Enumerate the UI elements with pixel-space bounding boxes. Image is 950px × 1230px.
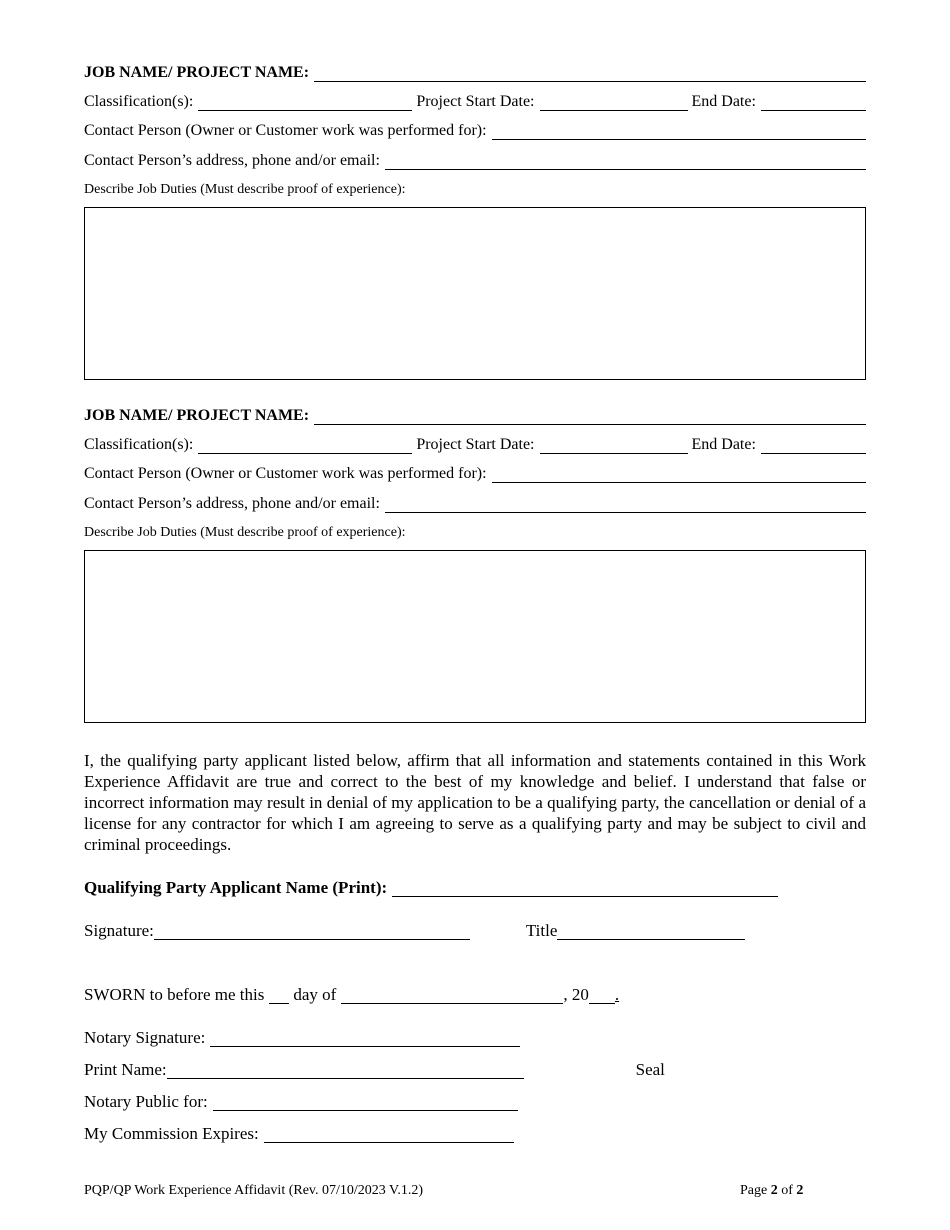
- job-2-contact-row: [84, 465, 866, 483]
- footer-page-number: [740, 1183, 803, 1199]
- job-2-duties-label-row: [84, 524, 866, 542]
- job-name-label: JOB NAME/ PROJECT NAME:: [84, 407, 310, 424]
- notary-public-row: [84, 1093, 866, 1111]
- contact-info-field[interactable]: [385, 496, 866, 513]
- commission-label: My Commission Expires:: [84, 1124, 259, 1143]
- job-2-name-row: [84, 407, 866, 425]
- page-total: 2: [796, 1183, 804, 1198]
- page-current: 2: [770, 1183, 778, 1198]
- applicant-name-label: Qualifying Party Applicant Name (Print):: [84, 878, 388, 897]
- notary-public-label: Notary Public for:: [84, 1092, 208, 1111]
- sworn-year-prefix: , 20: [563, 985, 589, 1004]
- notary-signature-label: Notary Signature:: [84, 1028, 206, 1047]
- print-name-row: [84, 1061, 866, 1079]
- sworn-day-of: day of: [293, 985, 337, 1004]
- job-1-classification-row: [84, 93, 866, 111]
- contact-field[interactable]: [492, 466, 866, 483]
- title-label: Title: [525, 921, 558, 940]
- notary-signature-field[interactable]: [210, 1030, 520, 1047]
- footer-form-id: PQP/QP Work Experience Affidavit (Rev. 07/10/2023 V.1.2): [84, 1183, 424, 1198]
- classification-field[interactable]: [198, 437, 412, 454]
- job-1-contact-row: [84, 122, 866, 140]
- end-date-label: End Date:: [691, 93, 756, 110]
- title-field[interactable]: [557, 923, 745, 940]
- signature-field[interactable]: [154, 923, 470, 940]
- job-2-contact-info-row: [84, 495, 866, 513]
- page-word: Page: [740, 1183, 768, 1198]
- commission-row: [84, 1125, 866, 1143]
- end-date-label: End Date:: [691, 436, 756, 453]
- notary-public-field[interactable]: [213, 1094, 518, 1111]
- job-2-duties-box[interactable]: [84, 550, 866, 723]
- sworn-year-field[interactable]: [589, 987, 615, 1004]
- job-name-label: JOB NAME/ PROJECT NAME:: [84, 64, 310, 81]
- job-1-name-row: [84, 64, 866, 82]
- applicant-name-field[interactable]: [392, 880, 778, 897]
- start-date-field[interactable]: [540, 94, 688, 111]
- start-date-label: Project Start Date:: [416, 93, 535, 110]
- end-date-field[interactable]: [761, 94, 866, 111]
- start-date-field[interactable]: [540, 437, 688, 454]
- affirmation-paragraph: I, the qualifying party applicant listed below, affirm that all information and statements contained in this Work Experience Affidavit are true and correct to the best of my knowledge and belief. I understand that false or incorrect information may result in denial of my application to be a qualifying party, the cancellation or denial of a license for any contractor for which I am agreeing to serve as a qualifying party and may be subject to civil and criminal proceedings.: [84, 751, 866, 854]
- signature-row: [84, 922, 866, 940]
- sworn-day-field[interactable]: [269, 987, 289, 1004]
- classification-label: Classification(s):: [84, 436, 194, 453]
- page-of: of: [781, 1183, 793, 1198]
- contact-label: Contact Person (Owner or Customer work was performed for):: [84, 465, 487, 482]
- sworn-prefix: SWORN to before me this: [84, 985, 265, 1004]
- end-date-field[interactable]: [761, 437, 866, 454]
- applicant-name-row: [84, 879, 866, 897]
- duties-label: Describe Job Duties (Must describe proof of experience):: [84, 525, 406, 540]
- signature-label: Signature:: [84, 921, 154, 940]
- print-name-field[interactable]: [167, 1062, 524, 1079]
- commission-field[interactable]: [264, 1126, 514, 1143]
- notary-signature-row: [84, 1029, 866, 1047]
- contact-label: Contact Person (Owner or Customer work was performed for):: [84, 122, 487, 139]
- sworn-end: .: [614, 985, 620, 1004]
- job-2-classification-row: [84, 436, 866, 454]
- job-name-field[interactable]: [314, 408, 866, 425]
- job-1-duties-box[interactable]: [84, 207, 866, 380]
- job-1-contact-info-row: [84, 152, 866, 170]
- sworn-row: [84, 986, 866, 1004]
- contact-info-label: Contact Person’s address, phone and/or email:: [84, 152, 380, 169]
- duties-label: Describe Job Duties (Must describe proof of experience):: [84, 182, 406, 197]
- sworn-month-field[interactable]: [341, 987, 563, 1004]
- start-date-label: Project Start Date:: [416, 436, 535, 453]
- job-name-field[interactable]: [314, 65, 866, 82]
- contact-field[interactable]: [492, 123, 866, 140]
- print-name-label: Print Name:: [84, 1060, 167, 1079]
- contact-info-field[interactable]: [385, 153, 866, 170]
- classification-label: Classification(s):: [84, 93, 194, 110]
- seal-label: Seal: [635, 1060, 665, 1079]
- contact-info-label: Contact Person’s address, phone and/or email:: [84, 495, 380, 512]
- job-1-duties-label-row: [84, 181, 866, 199]
- classification-field[interactable]: [198, 94, 412, 111]
